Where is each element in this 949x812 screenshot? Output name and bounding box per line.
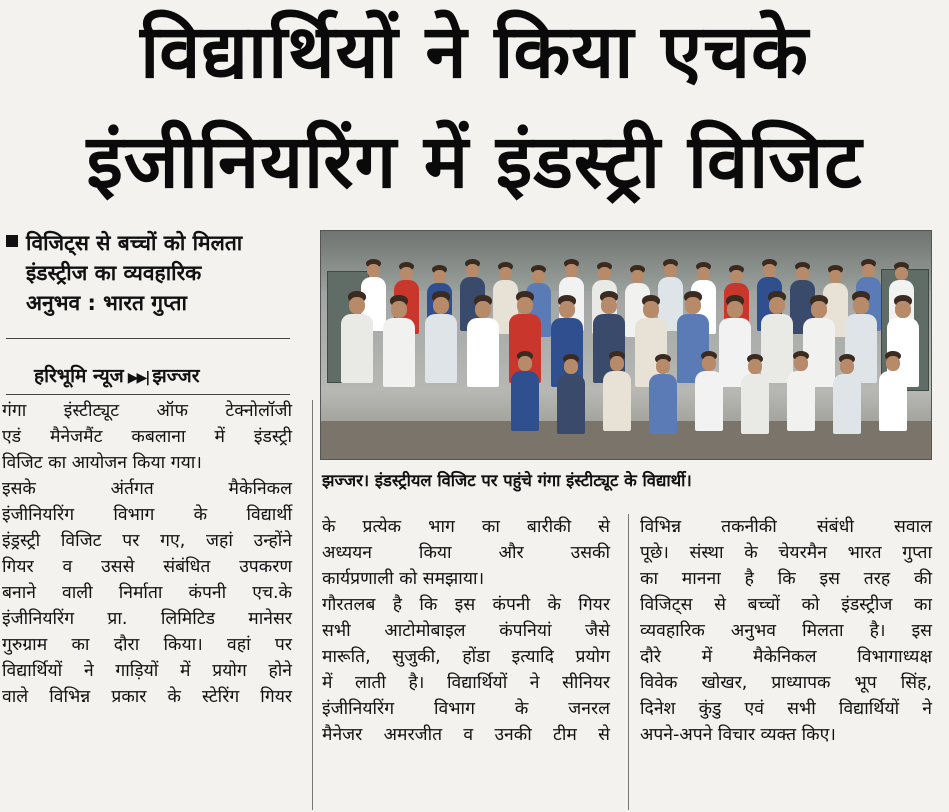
person-shirt — [879, 371, 907, 431]
person-face — [685, 297, 701, 314]
person-face — [763, 264, 776, 278]
person-face — [475, 301, 491, 318]
article-line: मारूति, सुजुकी, होंडा इत्यादि प्रयोग — [322, 647, 610, 667]
article-line: इसके अंर्तगत मैकेनिकल — [2, 479, 292, 499]
person-face — [796, 267, 809, 281]
person-face — [518, 356, 532, 371]
divider-rule — [6, 338, 290, 339]
person-face — [559, 301, 575, 318]
article-column-2 — [322, 514, 610, 748]
person-face — [610, 356, 624, 371]
person-face — [532, 270, 545, 284]
article-line: विजिट्स से बच्चों को इंडस्ट्रीज का — [640, 595, 932, 615]
group-photo — [320, 230, 932, 460]
article-line: वाले विभिन्न प्रकार के स्टेरिंग गियर — [2, 687, 292, 707]
article-line: में लाती है। विद्यार्थियों ने सीनियर — [322, 673, 610, 693]
person-face — [631, 270, 644, 284]
person-shirt — [603, 371, 631, 431]
person-shirt — [425, 314, 457, 383]
person-face — [643, 301, 659, 318]
person-shirt — [649, 374, 677, 434]
article-line: गौरतलब है कि इस कंपनी के गियर — [322, 595, 610, 615]
article-line: गुरुग्राम का दौरा किया। वहां पर — [2, 635, 292, 655]
person-face — [748, 359, 762, 374]
subhead-line-3: अनुभव : भारत गुप्ता — [26, 291, 187, 315]
person-face — [349, 297, 365, 314]
article-line: दौरे में मैकेनिकल विभागाध्यक्ष — [640, 647, 932, 667]
photo-caption: झज्जर। इंडस्ट्रीयल विजिट पर पहुंचे गंगा इंस्टीट्यूट के विद्यार्थी। — [322, 471, 692, 490]
person-face — [895, 267, 908, 281]
person-shirt — [341, 314, 373, 383]
article-line: एडं मैनेजमैंट कबलाना में इंडस्ट्री — [2, 427, 292, 447]
divider-rule — [6, 394, 290, 395]
byline-source: हरिभूमि न्यूज — [34, 365, 124, 387]
article-line: बनाने वाली निर्माता कंपनी एच.के — [2, 583, 292, 603]
person-face — [794, 356, 808, 371]
article-line: पूछे। संस्था के चेयरमैन भारत गुप्ता — [640, 543, 932, 563]
article-line: इंजीनियरिंग विभाग के विद्यार्थी — [2, 505, 292, 525]
person-shirt — [383, 318, 415, 387]
person-face — [895, 301, 911, 318]
person-face — [391, 301, 407, 318]
person-shirt — [695, 371, 723, 431]
article-line: का मानना है कि इस तरह की — [640, 569, 932, 589]
article-line: इंजीनियरिंग विभाग के जनरल — [322, 699, 610, 719]
person-face — [840, 359, 854, 374]
person-shirt — [833, 374, 861, 434]
person-face — [400, 267, 413, 281]
person-face — [433, 270, 446, 284]
article-line: गंगा इंस्टीट्यूट ऑफ टेक्नोलॉजी — [2, 401, 292, 421]
article-line: कार्यप्रणाली को समझाया। — [322, 569, 485, 589]
column-divider — [312, 400, 313, 810]
subhead-line-2: इंडस्ट्रीज का व्यवहारिक — [26, 261, 202, 285]
person-shirt — [467, 318, 499, 387]
person-face — [517, 297, 533, 314]
article-line: विजिट का आयोजन किया गया। — [2, 453, 202, 473]
person-face — [598, 267, 611, 281]
person-face — [769, 297, 785, 314]
column-divider — [628, 514, 629, 810]
person-shirt — [761, 314, 793, 383]
article-line: विभिन्न तकनीकी संबंधी सवाल — [640, 517, 932, 537]
person-face — [601, 297, 617, 314]
person-face — [730, 270, 743, 284]
article-line: अध्ययन किया और उसकी — [322, 543, 610, 563]
person-face — [853, 297, 869, 314]
byline-place: झज्जर — [152, 365, 200, 387]
person-face — [811, 301, 827, 318]
article-line: गियर व उससे संबंधित उपकरण — [2, 557, 292, 577]
person-face — [499, 267, 512, 281]
fast-forward-icon: ▶▶| — [127, 370, 149, 386]
article-line: दिनेश कुंडु एवं सभी विद्यार्थियों ने — [640, 699, 932, 719]
person-shirt — [787, 371, 815, 431]
byline — [34, 362, 200, 388]
article-line: मैनेजर अमरजीत व उनकी टीम से — [322, 725, 610, 745]
person-face — [564, 359, 578, 374]
person-face — [727, 301, 743, 318]
headline-line-2: इंजीनियरिंग में इंडस्ट्री विजिट — [86, 119, 863, 205]
article-line: इंजीनियरिंग प्रा. लिमिटिड मानेसर — [2, 609, 292, 629]
headline-line-1: विद्यार्थियों ने किया एचके — [140, 9, 809, 95]
person-face — [433, 297, 449, 314]
person-face — [656, 359, 670, 374]
article-line: के प्रत्येक भाग का बारीकी से — [322, 517, 610, 537]
article-column-3 — [640, 514, 932, 748]
article-line: व्यवहारिक अनुभव मिलता है। इस — [640, 621, 932, 641]
article-line: विद्यार्थियों ने गाड़ियों में प्रयोग होने — [2, 661, 292, 681]
subhead-line-1: विजिट्स से बच्चों को मिलता — [26, 231, 243, 255]
person-face — [664, 264, 677, 278]
bullet-square-icon — [6, 235, 18, 247]
subheadline — [6, 228, 296, 318]
article-line: अपने-अपने विचार व्यक्त किए। — [640, 725, 836, 745]
article-line: विवेक खोखर, प्राध्यापक भूप सिंह, — [640, 673, 932, 693]
person-face — [367, 264, 380, 278]
person-face — [862, 264, 875, 278]
person-face — [565, 264, 578, 278]
person-face — [466, 264, 479, 278]
person-face — [697, 267, 710, 281]
article-line: सभी आटोमोबाइल कंपनियां जैसे — [322, 621, 610, 641]
person-face — [702, 356, 716, 371]
person-face — [886, 356, 900, 371]
article-line: इंड्रस्ट्री विजिट पर गए, जहां उन्होंने — [2, 531, 292, 551]
article-column-1 — [2, 398, 292, 710]
person-shirt — [557, 374, 585, 434]
person-face — [829, 270, 842, 284]
person-shirt — [741, 374, 769, 434]
person-shirt — [511, 371, 539, 431]
